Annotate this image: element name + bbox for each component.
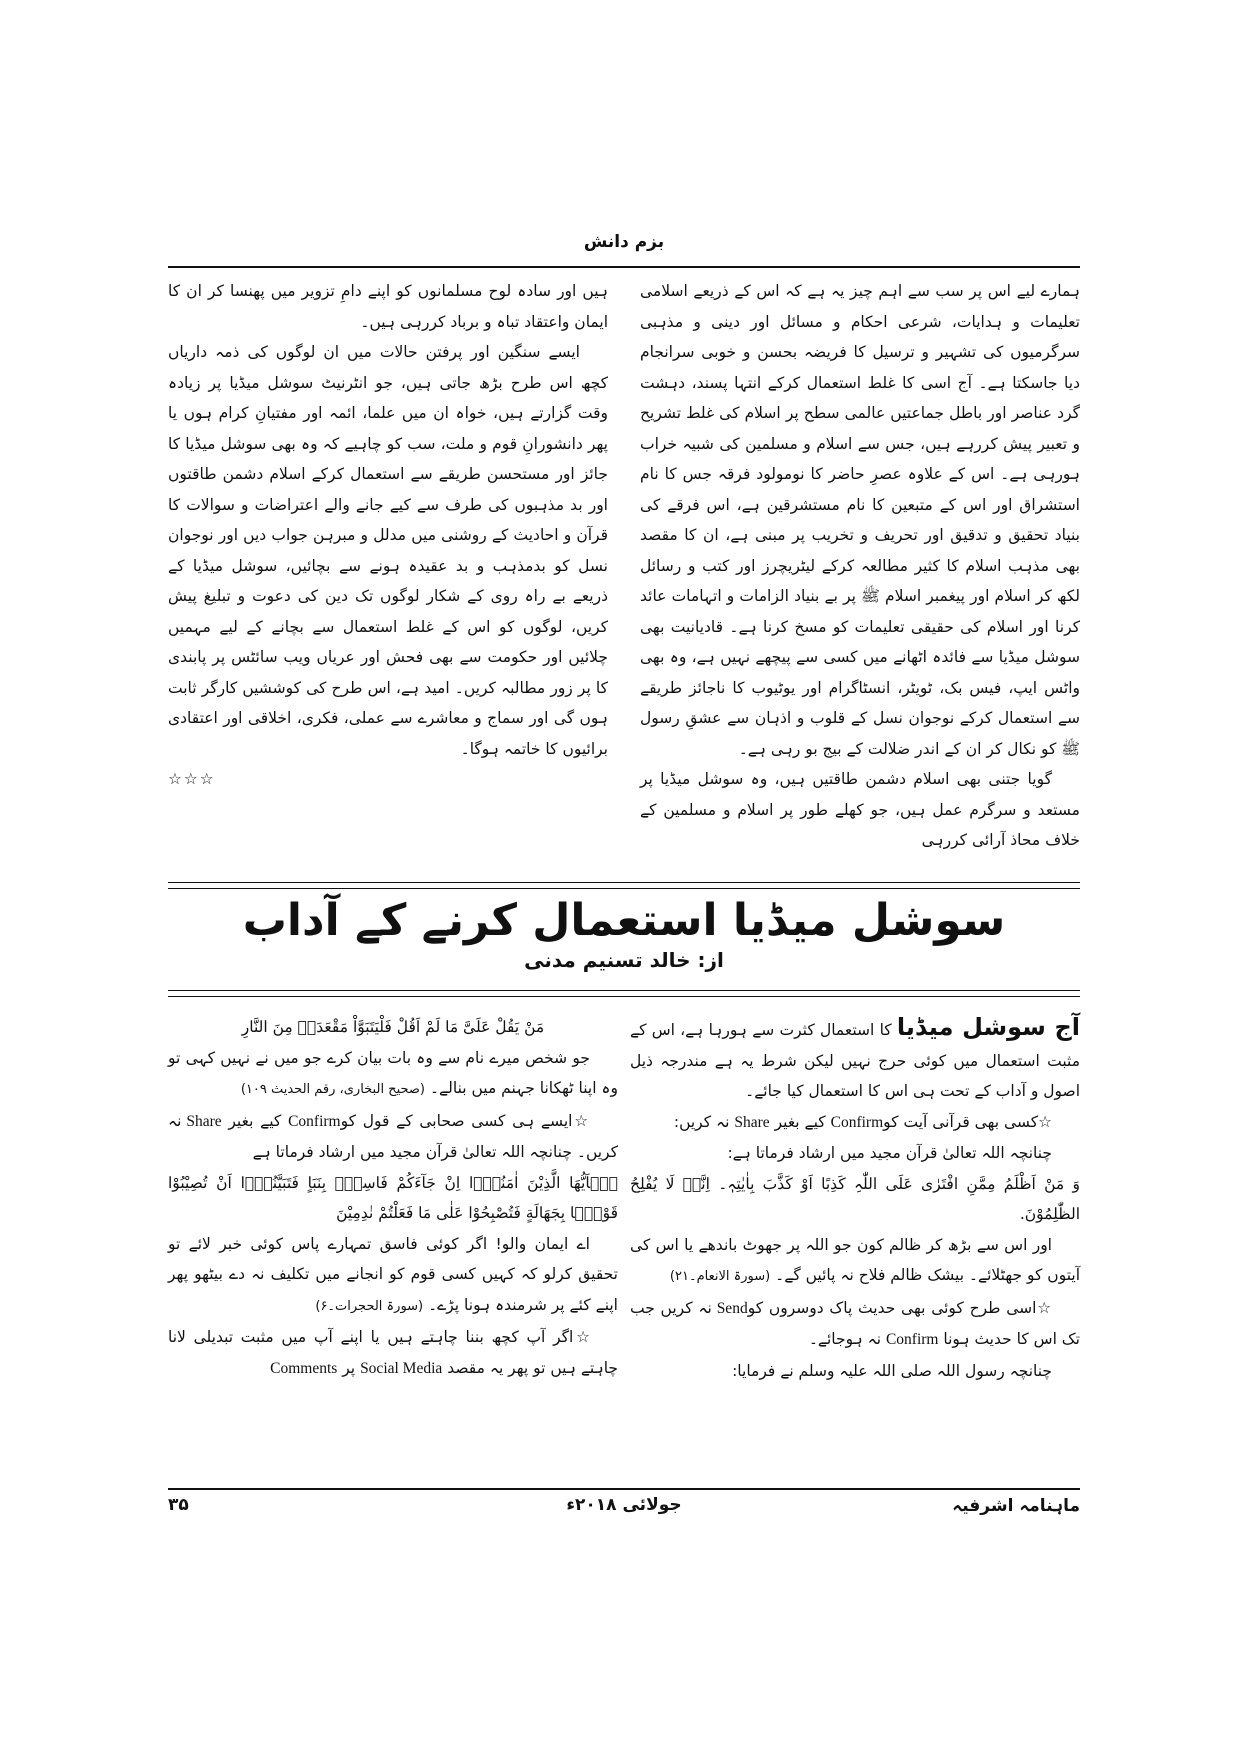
latin-term: Confirm bbox=[830, 1113, 884, 1131]
hadith-translation bbox=[168, 1043, 618, 1106]
translation-text: جو شخص میرے نام سے وہ بات بیان کرے جو میں نے نہیں کہی تو وہ اپنا ٹھکانا جہنم میں بنالے۔ bbox=[168, 1048, 618, 1097]
article-byline: از: خالد تسنیم مدنی bbox=[524, 948, 724, 972]
magazine-page bbox=[168, 0, 1080, 1754]
latin-term: Share bbox=[186, 1112, 222, 1130]
lead-text: کا استعمال کثرت سے ہورہا ہے، اس کے مثبت استعمال میں کوئی حرج نہیں لیکن شرط یہ ہے مندرجہ ذیل اصول و آداب کے تحت ہی اس کا استعمال کیا جائے۔ bbox=[630, 1021, 1080, 1100]
rule-text: کیے بغیر bbox=[769, 1112, 831, 1131]
intro-paragraph bbox=[630, 1012, 1080, 1107]
rule-text: نہ کریں: bbox=[673, 1112, 735, 1131]
section-title: بزم دانش bbox=[583, 232, 665, 252]
title-bottom-divider bbox=[168, 990, 1080, 997]
latin-term: Send bbox=[716, 1299, 748, 1317]
quran-verse: وَ مَنْ اَظْلَمُ مِمَّنِ افْتَرٰی عَلَی اللّٰہِ کَذِبًا اَوْ کَذَّبَ بِاٰیٰتِہٖ۔ اِنَّہٗ لَا یُفْلِحُ الظّٰلِمُوْنَ. bbox=[630, 1174, 1080, 1223]
page-number: ۳۵ bbox=[168, 1495, 189, 1515]
reference: (صحیح البخاری، رقم الحدیث ۱۰۹) bbox=[240, 1082, 426, 1097]
title-top-divider bbox=[168, 882, 1080, 889]
footer-divider bbox=[168, 1488, 1080, 1490]
rule-text: نہ کریں۔ چنانچہ اللہ تعالیٰ قرآن مجید میں ارشاد فرماتا ہے bbox=[168, 1111, 618, 1161]
quran-intro: چنانچہ اللہ تعالیٰ قرآن مجید میں ارشاد فرماتا ہے: bbox=[727, 1144, 1052, 1162]
reference: (سورۃ الحجرات۔۶) bbox=[315, 1298, 424, 1314]
latin-term: Comments bbox=[270, 1359, 338, 1377]
top-left-column bbox=[168, 276, 608, 795]
bottom-right-column bbox=[630, 1012, 1080, 1386]
reference: (سورۃ الانعام۔۲۱) bbox=[669, 1269, 771, 1284]
rule-text: نہ ہوجائے۔ bbox=[808, 1330, 886, 1348]
rule-text: ☆کسی بھی قرآنی آیت کو bbox=[883, 1112, 1052, 1131]
rule-text: ☆ایسے ہی کسی صحابی کے قول کو bbox=[340, 1111, 590, 1130]
paragraph: گویا جتنی بھی اسلام دشمن طاقتیں ہیں، وہ سوشل میڈیا پر مستعد و سرگرم عمل ہیں، جو کھلے طور پر اسلام و مسلمین کے خلاف محاذ آرائی کررہی bbox=[640, 770, 1080, 849]
rule-text: ☆اگر آپ کچھ بننا چاہتے ہیں یا اپنے آپ میں مثبت تبدیلی لانا چاہتے ہیں تو پھر یہ مقصد bbox=[168, 1328, 618, 1377]
verse-translation bbox=[630, 1230, 1080, 1293]
translation-text: اے ایمان والو! اگر کوئی فاسق تمہارے پاس کوئی خبر لائے تو تحقیق کرلو کہ کہیں کسی قوم کو انجانے میں تکلیف نہ دے بیٹھو پھر اپنے کئے پر شرمندہ ہونا پڑے۔ bbox=[168, 1234, 618, 1314]
paragraph: ہیں اور سادہ لوح مسلمانوں کو اپنے دامِ تزویر میں پھنسا کر ان کا ایمان واعتقاد تباہ و برباد کررہی ہیں۔ bbox=[168, 282, 608, 331]
latin-term: Share bbox=[734, 1113, 770, 1131]
page-footer bbox=[168, 1495, 1080, 1525]
latin-term: Confirm bbox=[288, 1112, 341, 1130]
paragraph: ہمارے لیے اس پر سب سے اہم چیز یہ ہے کہ اس کے ذریعے اسلامی تعلیمات و ہدایات، شرعی احکام و مسائل اور دینی و مذہبی سرگرمیوں کی تشہیر و ترسیل کا فریضہ بحسن و خوبی سرانجام دیا جاسکتا ہے۔ آج اسی کا غلط استعمال کرکے انتہا پسند، دہشت گرد عناصر اور باطل جماعتیں عالمی سطح پر اسلام کی غلط تشریح و تعبیر پیش کررہے ہیں، جس سے اسلام و مسلمین کی شبیہ خراب ہورہی ہے۔ اس کے علاوہ عصرِ حاضر کا نومولود فرقہ جس کا نام استشراق اور اس کے متبعین کا نام مستشرقین ہے، اس فرقے کی بنیاد تحقیق و تدقیق اور تحریف و تخریب پر مبنی ہے، ان کا مقصد بھی مذہب اسلام کا کثیر مطالعہ کرکے لیٹریچرز اور کتب و رسائل لکھ کر اسلام اور پیغمبر اسلام ﷺ پر بے بنیاد الزامات و اتہامات عائد کرنا اور اسلام کی حقیقی تعلیمات کو مسخ کرنا ہے۔ قادیانیت بھی سوشل میڈیا سے فائدہ اٹھانے میں کسی سے پیچھے نہیں ہے، وہ بھی واٹس ایپ، فیس بک، ٹویٹر، انسٹاگرام اور یوٹیوب کا ناجائز طریقے سے استعمال کرکے نوجوان نسل کے قلوب و اذہان سے عشقِ رسول ﷺ کو نکال کر ان کے اندر ضلالت کے بیج بو رہی ہے۔ bbox=[640, 282, 1080, 758]
rule-text: کیے بغیر bbox=[221, 1111, 289, 1130]
bottom-left-column bbox=[168, 1012, 618, 1384]
verse-translation bbox=[168, 1229, 618, 1323]
rule-companion-saying bbox=[168, 1106, 618, 1168]
rule-positive-change bbox=[168, 1322, 618, 1384]
rule-text: پر bbox=[337, 1358, 361, 1377]
latin-term: Social Media bbox=[360, 1359, 443, 1377]
hadith-intro: چنانچہ رسول اللہ صلی اللہ علیہ وسلم نے فرمایا: bbox=[732, 1361, 1052, 1380]
rule-text: نہ کریں جب تک اس کا حدیث ہونا bbox=[630, 1298, 1080, 1348]
lead-heading: آج سوشل میڈیا bbox=[896, 1013, 1080, 1041]
rule-text: ☆اسی طرح کوئی بھی حدیث پاک دوسروں کو bbox=[747, 1298, 1052, 1317]
translation-text: اور اس سے بڑھ کر ظالم کون جو اللہ پر جھوٹ باندھے یا اس کی آیتوں کو جھٹلائے۔ بیشک ظالم فلاح نہ پائیں گے۔ bbox=[630, 1235, 1080, 1284]
quran-verse: یٰۤاَیُّهَا الَّذِیْنَ اٰمَنُوْۤا اِنْ جَآءَكُمْ فَاسِقٌۢ بِنَبَاٍ فَتَبَیَّنُوْۤا اَنْ تُصِیْبُوْا قَوْمًۢا بِجَهَالَةٍ فَتُصْبِحُوْا عَلٰى مَا فَعَلْتُمْ نٰدِمِیْنَ bbox=[168, 1173, 618, 1222]
issue-date: جولائی ۲۰۱۸ء bbox=[566, 1495, 682, 1515]
rule-hadith bbox=[630, 1293, 1080, 1356]
end-of-article-stars: ☆☆☆ bbox=[168, 770, 216, 788]
hadith-arabic: مَنْ یَقُلْ عَلَیَّ مَا لَمْ اَقُلْ فَلْیَتَبَوَّاْ مَقْعَدَہٗ مِنَ النَّارِ bbox=[241, 1018, 545, 1036]
top-right-column bbox=[640, 276, 1080, 856]
article-title: سوشل میڈیا استعمال کرنے کے آداب bbox=[242, 895, 1006, 946]
latin-term: Confirm bbox=[885, 1331, 939, 1348]
magazine-name: ماہنامہ اشرفیہ bbox=[952, 1496, 1080, 1516]
header-divider bbox=[168, 266, 1080, 268]
rule-quran-verse bbox=[630, 1107, 1080, 1139]
paragraph: ایسے سنگین اور پرفتن حالات میں ان لوگوں کی ذمہ داریاں کچھ اس طرح بڑھ جاتی ہیں، جو انٹرنیٹ سوشل میڈیا پر زیادہ وقت گزارتے ہیں، خواہ ان میں علما، ائمہ اور مفتیانِ کرام ہوں یا پھر دانشورانِ قوم و ملت، سب کو چاہیے کہ وہ بھی سوشل میڈیا کا جائز اور مستحسن طریقے سے استعمال کرکے اسلام دشمن طاقتوں اور بد مذہبوں کی طرف سے کیے جانے والے اعتراضات و سوالات کا قرآن و احادیث کے روشنی میں مدلل و مبرہن جواب دیں اور نوجوان نسل کو بدمذہب و بد عقیدہ ہونے سے بچائیں، سوشل میڈیا کے ذریعے بے راہ روی کے شکار لوگوں تک دین کی دعوت و تبلیغ پیش کریں، لوگوں کو اس کے غلط استعمال سے بچانے کے لیے مہمیں چلائیں اور حکومت سے بھی فحش اور عریاں ویب سائٹس پر پابندی کا پر زور مطالبہ کریں۔ امید ہے، اس طرح کی کوششیں کارگر ثابت ہوں گی اور سماج و معاشرے سے عملی، فکری، اخلاقی اور اعتقادی برائیوں کا خاتمہ ہوگا۔ bbox=[168, 343, 608, 758]
